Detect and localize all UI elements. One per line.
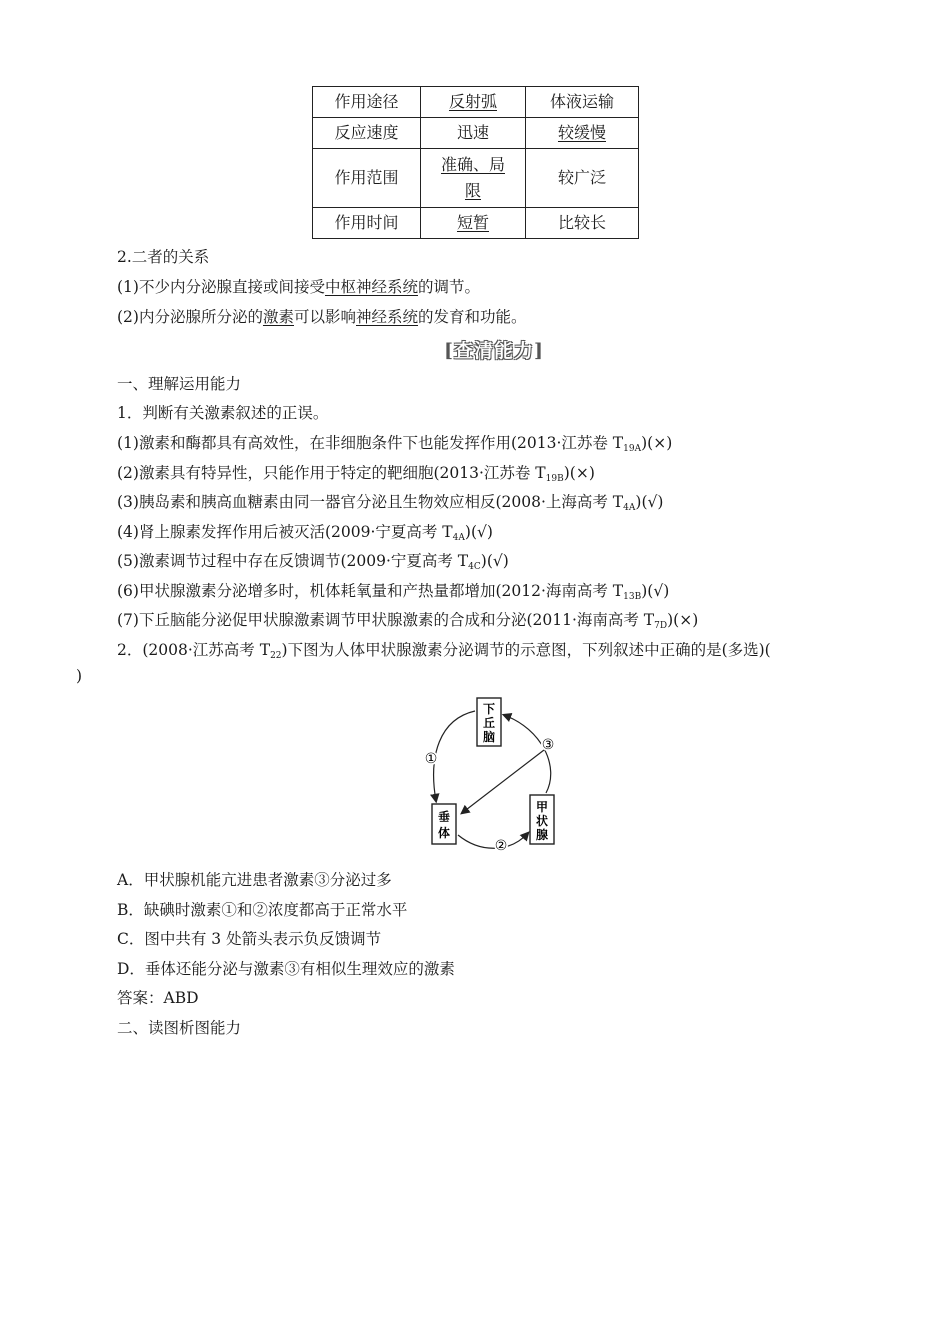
label-1: ① (424, 751, 438, 767)
table-cell-neural: 迅速 (421, 118, 526, 149)
arrow-pituitary-to-thyroid (458, 833, 528, 848)
thyroid-char: 状 (535, 814, 549, 828)
pituitary-char: 体 (437, 826, 451, 840)
table-cell-humoral: 体液运输 (526, 87, 639, 118)
answer: 答案：ABD (117, 989, 199, 1007)
option-d: D．垂体还能分泌与激素③有相似生理效应的激素 (117, 960, 455, 978)
table-cell-neural: 准确、局 限 (421, 149, 526, 208)
question-2: 2．(2008·江苏高考 $T_{22}$)下图为人体甲状腺激素分泌调节的示意图，下列叙述中正确的是(多选)( (117, 641, 771, 661)
hypothalamus-char: 脑 (482, 730, 496, 744)
judgement-item: (2)激素具有特异性，只能作用于特定的靶细胞(2013·江苏卷 $T_{19B})(\times)$ (117, 464, 595, 484)
hypothalamus-char: 丘 (482, 716, 496, 730)
table-cell-label: 作用时间 (313, 208, 421, 239)
section2-heading: 二、读图析图能力 (117, 1019, 242, 1037)
thyroid-char: 腺 (535, 828, 549, 842)
question-2-close: ) (76, 667, 83, 685)
table-row (313, 208, 639, 239)
option-c: C．图中共有 3 处箭头表示负反馈调节 (117, 930, 382, 948)
question-1: 1．判断有关激素叙述的正误。 (117, 404, 329, 422)
thyroid-char: 甲 (535, 800, 549, 814)
arrow-hypothalamus-to-pituitary (434, 711, 475, 801)
section1-heading: 一、理解运用能力 (117, 375, 242, 393)
table-cell-label: 作用途径 (313, 87, 421, 118)
table-cell-neural: 短暂 (456, 213, 489, 232)
hypothalamus-char: 下 (482, 702, 496, 716)
judgement-item: (7)下丘脑能分泌促甲状腺激素调节甲状腺激素的合成和分泌(2011·海南高考 $T_{7D})(\times)$ (117, 611, 699, 631)
judgement-item: (1)激素和酶都具有高效性，在非细胞条件下也能发挥作用(2013·江苏卷 $T_{19A})(\times)$ (117, 434, 673, 454)
section-banner: [查清能力] (443, 340, 544, 362)
table-cell-humoral: 比较长 (526, 208, 639, 239)
relation-paragraph-1: (1)不少内分泌腺直接或间接受中枢神经系统的调节。 (117, 278, 480, 296)
relation-heading: 2.二者的关系 (117, 248, 210, 266)
arrow-thyroid-to-hypothalamus (504, 715, 551, 793)
judgement-item: (5)激素调节过程中存在反馈调节(2009·宁夏高考 $T_{4C})(√)$ (117, 552, 509, 572)
table-cell-label: 作用范围 (313, 149, 421, 208)
table-cell-humoral: 较广泛 (526, 149, 639, 208)
table-cell-label: 反应速度 (313, 118, 421, 149)
comparison-table (312, 86, 639, 239)
label-3: ③ (541, 737, 555, 753)
judgement-item: (4)肾上腺素发挥作用后被灭活(2009·宁夏高考 $T_{4A})(√)$ (117, 523, 493, 543)
table-cell-humoral: 较缓慢 (557, 123, 606, 142)
table-cell-neural: 反射弧 (448, 92, 497, 111)
relation-paragraph-2: (2)内分泌腺所分泌的激素可以影响神经系统的发育和功能。 (117, 308, 527, 326)
judgement-item: (3)胰岛素和胰高血糖素由同一器官分泌且生物效应相反(2008·上海高考 $T_{4A})(√)$ (117, 493, 664, 513)
pituitary-char: 垂 (437, 810, 451, 824)
judgement-item: (6)甲状腺激素分泌增多时，机体耗氧量和产热量都增加(2012·海南高考 $T_{13B})(√)$ (117, 582, 670, 602)
option-a: A．甲状腺机能亢进患者激素③分泌过多 (117, 871, 392, 889)
table-row (313, 118, 639, 149)
table-row (313, 149, 639, 208)
table-row (313, 87, 639, 118)
thyroid-regulation-diagram (410, 695, 570, 855)
option-b: B．缺碘时激素①和②浓度都高于正常水平 (117, 901, 408, 919)
label-2: ② (494, 838, 508, 854)
